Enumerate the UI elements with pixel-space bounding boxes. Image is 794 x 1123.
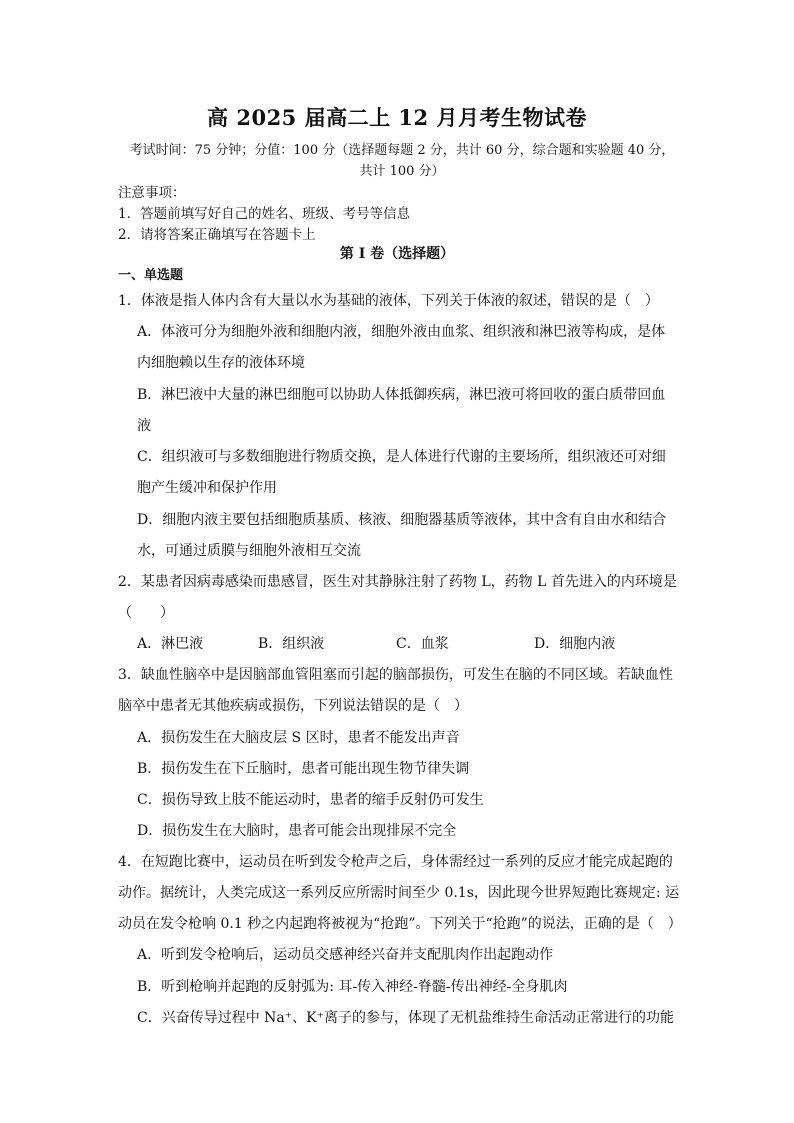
question-1-option-d: D．细胞内液主要包括细胞质基质、核液、细胞器基质等液体，其中含有自由水和结合 [137, 512, 667, 528]
question-1-option-a: A．体液可分为细胞外液和细胞内液，细胞外液由血浆、组织液和淋巴液等构成，是体 [137, 324, 666, 340]
question-4-stem-cont-2: 动员在发令枪响 0.1 秒之内起跑将被视为“抢跑”。下列关于“抢跑”的说法，正确的是（ ） [118, 916, 682, 932]
question-1-option-a-cont: 内细胞赖以生存的液体环境 [137, 355, 305, 371]
question-3-option-a: A．损伤发生在大脑皮层 S 区时，患者不能发出声音 [137, 730, 460, 746]
question-4-option-b: B．听到枪响并起跑的反射弧为: 耳-传入神经-脊髓-传出神经-全身肌肉 [137, 979, 568, 995]
question-3-stem: 3．缺血性脑卒中是因脑部血管阻塞而引起的脑部损伤，可发生在脑的不同区域。若缺血性 [118, 667, 673, 683]
question-1-option-c: C．组织液可与多数细胞进行物质交换，是人体进行代谢的主要场所，组织液还可对细 [137, 449, 666, 465]
question-3-stem-cont: 脑卒中患者无其他疾病或损伤，下列说法错误的是（ ） [118, 698, 468, 714]
question-2-stem: 2．某患者因病毒感染而患感冒，医生对其静脉注射了药物 L，药物 L 首先进入的内环境是 [118, 574, 677, 590]
question-4-option-c: C．兴奋传导过程中 Na⁺、K⁺离子的参与，体现了无机盐维持生命活动正常进行的功能 [137, 1010, 674, 1026]
notes-item-1: 1．答题前填写好自己的姓名、班级、考号等信息 [118, 206, 411, 222]
exam-meta-line-1: 考试时间：75 分钟；分值：100 分（选择题每题 2 分，共计 60 分，综合题和实验题 40 分， [129, 143, 675, 158]
question-3-option-c: C．损伤导致上肢不能运动时，患者的缩手反射仍可发生 [137, 792, 484, 808]
question-1-option-d-cont: 水，可通过质膜与细胞外液相互交流 [137, 543, 361, 559]
part-heading: 一、单选题 [118, 268, 184, 283]
question-3-option-b: B．损伤发生在下丘脑时，患者可能出现生物节律失调 [137, 761, 470, 777]
question-2-option-c: C．血浆 [396, 636, 449, 652]
exam-meta [117, 140, 687, 182]
question-4-stem-cont-1: 动作。据统计，人类完成这一系列反应所需时间至少 0.1s，因此现今世界短跑比赛规定: 运 [118, 885, 680, 901]
question-2-option-d: D．细胞内液 [534, 636, 616, 652]
question-2-option-b: B．组织液 [258, 636, 325, 652]
question-2-option-a: A．淋巴液 [137, 636, 204, 652]
section-title: 第 I 卷（选择题） [339, 246, 455, 262]
question-1-option-b: B．淋巴液中大量的淋巴细胞可以协助人体抵御疾病，淋巴液可将回收的蛋白质带回血 [137, 387, 666, 403]
question-1-option-c-cont: 胞产生缓冲和保护作用 [137, 480, 277, 496]
notes-heading: 注意事项： [118, 185, 186, 201]
question-3-option-d: D．损伤发生在大脑时，患者可能会出现排尿不完全 [137, 823, 457, 839]
question-4-option-a: A．听到发令枪响后，运动员交感神经兴奋并支配肌肉作出起跑动作 [137, 947, 554, 963]
question-1-stem: 1．体液是指人体内含有大量以水为基础的液体，下列关于体液的叙述，错误的是（ ） [118, 293, 659, 309]
question-2-stem-cont: （ ） [118, 605, 174, 621]
question-1-option-b-cont: 液 [137, 418, 151, 434]
exam-title: 高 2025 届高二上 12 月月考生物试卷 [207, 105, 587, 130]
question-4-stem: 4．在短跑比赛中，运动员在听到发令枪声之后，身体需经过一系列的反应才能完成起跑的 [118, 854, 673, 870]
notes-item-2: 2．请将答案正确填写在答题卡上 [118, 227, 316, 243]
exam-meta-line-2: 共计 100 分） [359, 164, 445, 179]
